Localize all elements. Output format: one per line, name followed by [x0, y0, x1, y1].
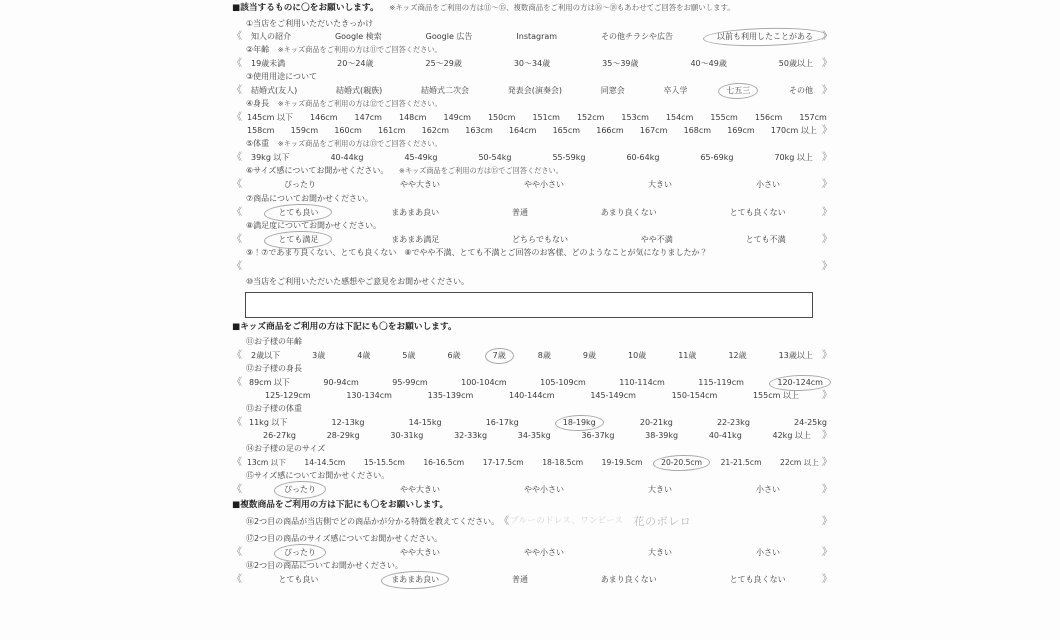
question-4-note: ※キッズ商品をご利用の方は⑫でご回答ください。: [277, 99, 442, 108]
survey-form: [232, 0, 832, 640]
question-6-note: ※キッズ商品をご利用の方は⑮でご回答ください。: [398, 166, 563, 175]
option-q5-0[interactable]: 39kg 以下: [251, 153, 290, 162]
option-q12-4[interactable]: 105-109cm: [540, 378, 586, 387]
question-7-label: ⑦商品についてお聞かせください。: [246, 194, 374, 203]
question-16-label: ⑯2つ目の商品が当店側でどの商品かが分かる特徴を教えてください。: [246, 516, 500, 526]
question-1-label: ①当店をご利用いただいたきっかけ: [246, 19, 374, 28]
option-q13-14[interactable]: 38-39kg: [645, 431, 679, 440]
bracket-right-icon: 》: [822, 125, 832, 136]
option-q8-0-selected[interactable]: とても満足: [275, 235, 321, 245]
bracket-right-icon: 》: [822, 350, 832, 361]
question-1-options: [232, 32, 832, 42]
option-q4-10[interactable]: 155cm: [710, 113, 738, 122]
option-q7-4[interactable]: とても良くない: [729, 208, 786, 217]
option-q3-0[interactable]: 結婚式(友人): [251, 86, 298, 95]
option-q7-0-selected[interactable]: とても良い: [275, 208, 321, 218]
bracket-right-icon: 》: [822, 234, 832, 245]
bracket-left-icon: 《: [499, 515, 510, 527]
option-q13-4-selected[interactable]: 18-19kg: [560, 418, 599, 428]
option-q3-2[interactable]: 結婚式二次会: [421, 86, 469, 95]
option-q8-2[interactable]: どちらでもない: [512, 235, 568, 244]
option-q6-3[interactable]: 大きい: [648, 180, 672, 189]
option-q4-2[interactable]: 147cm: [354, 113, 382, 122]
option-q12-8[interactable]: 125-129cm: [265, 391, 311, 400]
option-q6-2[interactable]: やや小さい: [524, 180, 564, 189]
bracket-right-icon: 》: [822, 207, 832, 218]
question-16-answer[interactable]: 花のボレロ: [633, 515, 692, 528]
option-q4-17[interactable]: 162cm: [421, 126, 450, 135]
section-note-main: ※キッズ商品をご利用の方は⑪〜⑮、複数商品をご利用の方は⑯〜⑱もあわせてご回答をお願いします。: [389, 3, 735, 12]
option-q18-3[interactable]: あまり良くない: [600, 575, 657, 584]
question-2-label: ②年齢: [246, 45, 270, 54]
option-q5-1[interactable]: 40-44kg: [330, 153, 364, 162]
option-q13-5[interactable]: 20-21kg: [639, 418, 673, 427]
question-3-label: ③使用用途について: [246, 72, 318, 81]
option-q11-4[interactable]: 6歳: [447, 351, 461, 360]
option-q7-1[interactable]: まあまあ良い: [391, 208, 440, 217]
option-q4-16[interactable]: 161cm: [377, 126, 406, 135]
option-q17-4[interactable]: 小さい: [756, 548, 780, 557]
question-12-options-row1: [232, 378, 832, 388]
option-q2-6[interactable]: 50歳以上: [778, 59, 813, 68]
option-q15-0-selected[interactable]: ぴったり: [281, 485, 319, 495]
option-q17-3[interactable]: 大きい: [648, 548, 672, 557]
question-15-options: [232, 485, 832, 495]
option-q5-7[interactable]: 70kg 以上: [774, 153, 813, 162]
option-q13-10[interactable]: 30-31kg: [390, 431, 424, 440]
option-q11-1[interactable]: 3歳: [312, 351, 326, 360]
question-8-label: ⑧満足度についてお聞かせください。: [246, 221, 382, 230]
option-q2-5[interactable]: 40〜49歳: [690, 59, 727, 68]
option-q4-20[interactable]: 165cm: [552, 126, 581, 135]
option-q18-4[interactable]: とても良くない: [729, 575, 786, 584]
option-q11-0[interactable]: 2歳以下: [251, 351, 281, 360]
option-q13-13[interactable]: 36-37kg: [581, 431, 615, 440]
option-q11-5-selected[interactable]: 7歳: [490, 351, 509, 361]
option-q4-4[interactable]: 149cm: [443, 113, 471, 122]
option-q13-11[interactable]: 32-33kg: [454, 431, 488, 440]
option-q13-16[interactable]: 42kg 以上: [772, 431, 811, 440]
question-14-options: [232, 458, 832, 468]
option-q14-2[interactable]: 15-15.5cm: [363, 458, 405, 468]
option-q11-9[interactable]: 11歳: [678, 351, 697, 360]
bracket-right-icon: 》: [822, 85, 832, 96]
bracket-left-icon: 《: [232, 207, 242, 218]
option-q15-4[interactable]: 小さい: [756, 485, 780, 494]
option-q18-0[interactable]: とても良い: [278, 575, 319, 584]
option-q14-9[interactable]: 22cm 以上: [780, 458, 819, 468]
question-4-label: ④身長: [246, 99, 270, 108]
section-heading-multi: ■複数商品をご利用の方は下記にも〇をお願いします。: [232, 500, 449, 510]
option-q8-3[interactable]: やや不満: [640, 235, 673, 244]
option-q4-18[interactable]: 163cm: [465, 126, 493, 135]
question-13-options-row1: [232, 418, 832, 428]
option-q4-11[interactable]: 156cm: [754, 113, 783, 122]
option-q12-3[interactable]: 100-104cm: [461, 378, 507, 387]
option-q12-0[interactable]: 89cm 以下: [249, 378, 290, 387]
option-q14-8[interactable]: 21-21.5cm: [720, 458, 762, 468]
question-3-options: [232, 86, 832, 96]
option-q12-2[interactable]: 95-99cm: [392, 378, 428, 387]
bracket-right-icon: 》: [822, 31, 832, 42]
option-q7-2[interactable]: 普通: [511, 208, 528, 217]
question-14-label: ⑭お子様の足のサイズ: [246, 444, 326, 453]
bracket-left-icon: 《: [232, 484, 242, 495]
option-q11-3[interactable]: 5歳: [402, 351, 416, 360]
option-q4-8[interactable]: 153cm: [621, 113, 649, 122]
bracket-right-icon: 》: [822, 430, 832, 441]
bracket-right-icon: 》: [822, 484, 832, 495]
question-15-label: ⑮サイズ感についてお聞かせください。: [246, 471, 390, 480]
option-q13-2[interactable]: 14-15kg: [408, 418, 442, 427]
question-17-options: [232, 548, 832, 558]
bracket-right-icon: 》: [822, 179, 832, 190]
option-q2-3[interactable]: 30〜34歳: [513, 59, 551, 68]
option-q11-8[interactable]: 10歳: [628, 351, 647, 360]
option-q13-0[interactable]: 11kg 以下: [249, 418, 288, 427]
bracket-right-icon: 》: [822, 58, 832, 69]
option-q12-14[interactable]: 155cm 以上: [752, 391, 799, 400]
option-q13-3[interactable]: 16-17kg: [485, 418, 519, 427]
option-q3-5[interactable]: 卒入学: [663, 86, 688, 95]
bracket-left-icon: 《: [232, 85, 242, 96]
question-11-options: [232, 351, 832, 361]
option-q4-7[interactable]: 152cm: [576, 113, 605, 122]
section-heading-kids: ■キッズ商品をご利用の方は下記にも〇をお願いします。: [232, 322, 457, 332]
bracket-right-icon: 》: [822, 515, 832, 527]
option-q15-1[interactable]: やや大きい: [400, 485, 440, 494]
option-q18-1-selected[interactable]: まあまあ良い: [388, 575, 442, 585]
option-q4-19[interactable]: 164cm: [508, 126, 537, 135]
bracket-left-icon: 《: [232, 58, 242, 69]
option-q13-9[interactable]: 28-29kg: [326, 431, 360, 440]
bracket-left-icon: 《: [232, 574, 242, 585]
option-q5-2[interactable]: 45-49kg: [404, 153, 438, 162]
option-q8-4[interactable]: とても不満: [745, 235, 786, 244]
bracket-right-icon: 》: [822, 457, 832, 468]
option-q15-2[interactable]: やや小さい: [524, 485, 564, 494]
option-q12-6[interactable]: 115-119cm: [698, 378, 744, 387]
bracket-left-icon: 《: [232, 112, 242, 123]
bracket-right-icon: 》: [822, 390, 832, 401]
option-q3-6-selected[interactable]: 七五三: [723, 86, 753, 96]
question-9-label: ⑨！⑦であまり良くない、とても良くない ⑧でやや不満、とても不満とご回答のお客様、どのようなことが気になりましたか？: [246, 248, 708, 257]
question-6-label: ⑥サイズ感についてお聞かせください。: [246, 166, 389, 175]
option-q4-5[interactable]: 150cm: [487, 113, 516, 122]
option-q12-9[interactable]: 130-134cm: [346, 391, 392, 400]
option-q3-4[interactable]: 同窓会: [600, 86, 625, 95]
option-q11-6[interactable]: 8歳: [537, 351, 551, 360]
question-9-answer-row: [232, 262, 832, 272]
option-q4-15[interactable]: 160cm: [334, 126, 362, 135]
option-q11-10[interactable]: 12歳: [728, 351, 747, 360]
bracket-left-icon: 《: [232, 179, 242, 190]
option-q13-1[interactable]: 12-13kg: [331, 418, 365, 427]
bracket-left-icon: 《: [232, 377, 242, 388]
option-q5-4[interactable]: 55-59kg: [552, 153, 586, 162]
question-5-label: ⑤体重: [246, 139, 270, 148]
option-q17-1[interactable]: やや大きい: [400, 548, 440, 557]
option-q4-1[interactable]: 146cm: [310, 113, 338, 122]
bracket-left-icon: 《: [232, 152, 242, 163]
bracket-right-icon: 》: [822, 152, 832, 163]
option-q4-0[interactable]: 145cm 以下: [247, 113, 294, 122]
option-q4-13[interactable]: 158cm: [247, 126, 275, 135]
question-13-options-row2: [232, 431, 832, 441]
question-5-options: [232, 153, 832, 163]
option-q6-4[interactable]: 小さい: [756, 180, 780, 189]
option-q1-3[interactable]: Instagram: [516, 32, 558, 41]
option-q12-10[interactable]: 135-139cm: [427, 391, 474, 400]
option-q3-1[interactable]: 結婚式(親族): [336, 86, 383, 95]
question-6-options: [232, 180, 832, 190]
option-q6-0[interactable]: ぴったり: [284, 180, 316, 189]
option-q13-6[interactable]: 22-23kg: [716, 418, 750, 427]
option-q4-21[interactable]: 166cm: [596, 126, 624, 135]
option-q4-6[interactable]: 151cm: [532, 113, 560, 122]
option-q11-11[interactable]: 13歳以上: [778, 351, 813, 360]
option-q5-6[interactable]: 65-69kg: [700, 153, 734, 162]
bracket-right-icon: 》: [822, 574, 832, 585]
option-q2-1[interactable]: 20〜24歳: [337, 59, 374, 68]
question-8-options: [232, 235, 832, 245]
question-2-options: [232, 59, 832, 69]
option-q12-12[interactable]: 145-149cm: [590, 391, 636, 400]
option-q4-12[interactable]: 157cm: [799, 113, 827, 122]
option-q7-3[interactable]: あまり良くない: [600, 208, 657, 217]
bracket-right-icon: 》: [822, 547, 832, 558]
bracket-left-icon: 《: [232, 547, 242, 558]
bracket-left-icon: 《: [232, 234, 242, 245]
option-q18-2[interactable]: 普通: [511, 575, 528, 584]
option-q2-2[interactable]: 25〜29歳: [425, 59, 462, 68]
option-q4-3[interactable]: 148cm: [399, 113, 427, 122]
option-q1-5-selected[interactable]: 以前も利用したことがある: [714, 32, 816, 42]
question-12-label: ⑫お子様の身長: [246, 364, 302, 373]
question-12-options-row2: [232, 391, 832, 401]
bracket-right-icon: 》: [822, 261, 832, 272]
option-q14-4[interactable]: 17-17.5cm: [482, 458, 524, 468]
bracket-left-icon: 《: [232, 417, 242, 428]
option-q14-5[interactable]: 18-18.5cm: [542, 458, 584, 468]
option-q5-5[interactable]: 60-64kg: [626, 153, 660, 162]
question-18-label: ⑱2つ目の商品についてお聞かせください。: [246, 561, 403, 570]
question-7-options: [232, 208, 832, 218]
option-q15-3[interactable]: 大きい: [648, 485, 672, 494]
option-q17-2[interactable]: やや小さい: [524, 548, 564, 557]
option-q11-2[interactable]: 4歳: [357, 351, 371, 360]
question-10-comment-box[interactable]: [245, 292, 813, 318]
option-q13-12[interactable]: 34-35kg: [517, 431, 551, 440]
option-q1-1[interactable]: Google 検索: [334, 32, 382, 41]
bracket-left-icon: 《: [232, 350, 242, 361]
option-q1-4[interactable]: その他チラシや広告: [601, 32, 674, 41]
question-2-note: ※キッズ商品をご利用の方は⑪でご回答ください。: [277, 45, 442, 54]
option-q13-8[interactable]: 26-27kg: [263, 431, 296, 440]
question-10-label: ⑩当店をご利用いただいた感想やご意見をお聞かせください。: [246, 277, 470, 286]
option-q1-2[interactable]: Google 広告: [425, 32, 473, 41]
question-4-options-row1: [232, 113, 832, 123]
option-q2-0[interactable]: 19歳未満: [251, 59, 286, 68]
option-q6-1[interactable]: やや大きい: [400, 180, 440, 189]
option-q14-0[interactable]: 13cm 以下: [247, 458, 286, 468]
question-5-note: ※キッズ商品をご利用の方は⑬でご回答ください。: [277, 139, 442, 148]
option-q14-7-selected[interactable]: 20-20.5cm: [658, 458, 705, 468]
option-q12-5[interactable]: 110-114cm: [619, 378, 665, 387]
option-q4-24[interactable]: 169cm: [727, 126, 755, 135]
option-q14-1[interactable]: 14-14.5cm: [304, 458, 346, 468]
option-q8-1[interactable]: まあまあ満足: [391, 235, 440, 244]
question-4-options-row2: [232, 126, 832, 136]
option-q11-7[interactable]: 9歳: [582, 351, 596, 360]
option-q4-25[interactable]: 170cm 以上: [770, 126, 817, 135]
option-q12-1[interactable]: 90-94cm: [323, 378, 359, 387]
question-17-label: ⑰2つ目の商品のサイズ感についてお聞かせください。: [246, 534, 443, 543]
option-q14-3[interactable]: 16-16.5cm: [423, 458, 465, 468]
bracket-left-icon: 《: [232, 261, 242, 272]
option-q4-14[interactable]: 159cm: [290, 126, 319, 135]
option-q4-22[interactable]: 167cm: [639, 126, 668, 135]
question-18-options: [232, 575, 832, 585]
bracket-left-icon: 《: [232, 31, 242, 42]
option-q1-0[interactable]: 知人の紹介: [251, 32, 291, 41]
option-q13-7[interactable]: 24-25kg: [794, 418, 827, 427]
question-13-label: ⑬お子様の体重: [246, 404, 302, 413]
option-q13-15[interactable]: 40-41kg: [708, 431, 742, 440]
section-heading-main: ■該当するものに〇をお願いします。: [232, 3, 379, 13]
option-q3-7[interactable]: その他: [789, 86, 813, 95]
bracket-left-icon: 《: [232, 457, 242, 468]
option-q2-4[interactable]: 35〜39歳: [602, 59, 639, 68]
question-11-label: ⑪お子様の年齢: [246, 337, 302, 346]
option-q5-3[interactable]: 50-54kg: [478, 153, 512, 162]
option-q14-6[interactable]: 19-19.5cm: [601, 458, 643, 468]
option-q4-9[interactable]: 154cm: [665, 113, 694, 122]
option-q4-23[interactable]: 168cm: [683, 126, 712, 135]
option-q12-11[interactable]: 140-144cm: [508, 391, 555, 400]
option-q12-7-selected[interactable]: 120-124cm: [774, 378, 826, 388]
option-q17-0-selected[interactable]: ぴったり: [281, 548, 319, 558]
option-q3-3[interactable]: 発表会(演奏会): [507, 86, 562, 95]
question-16-answer-faint[interactable]: ブルーのドレス、ワンピース: [510, 516, 624, 527]
option-q12-13[interactable]: 150-154cm: [671, 391, 718, 400]
